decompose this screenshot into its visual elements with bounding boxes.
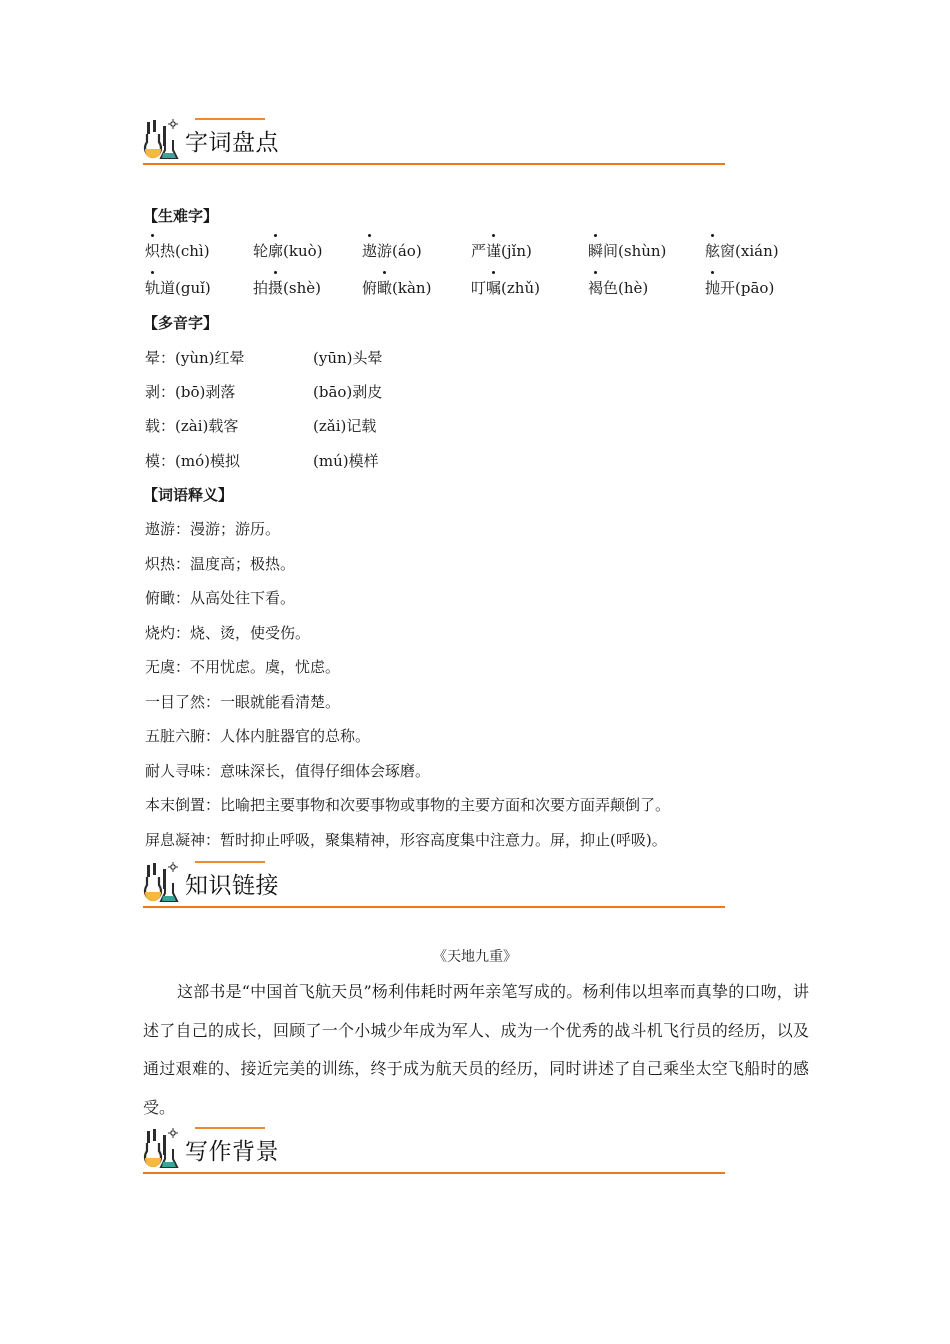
vocab-item: 轨道(guǐ) (145, 279, 211, 297)
definition-item: 一目了然：一眼就能看清楚。 (145, 693, 341, 711)
section-header-words (143, 118, 725, 166)
vocab-item: 轮廓(kuò) (253, 242, 323, 260)
section-rule (143, 1172, 725, 1174)
title-accent-bar (195, 1127, 265, 1129)
title-accent-bar (195, 861, 265, 863)
section-rule (143, 906, 725, 908)
vocab-item: 褐色(hè) (588, 279, 649, 297)
definition-item: 本末倒置：比喻把主要事物和次要事物或事物的主要方面和次要方面弄颠倒了。 (145, 796, 671, 814)
section-title: 知识链接 (185, 873, 279, 899)
definitions-heading: 【词语释义】 (143, 486, 234, 504)
section-header-background (143, 1127, 725, 1175)
lab-flask-icon (143, 118, 183, 162)
definition-item: 俯瞰：从高处往下看。 (145, 589, 296, 607)
vocab-item: 抛开(pāo) (705, 279, 775, 297)
definition-item: 五脏六腑：人体内脏器官的总称。 (145, 727, 371, 745)
title-accent-bar (195, 118, 265, 120)
section-title: 字词盘点 (185, 130, 279, 156)
vocab-item: 俯瞰(kàn) (362, 279, 432, 297)
vocab-item: 严谨(jǐn) (471, 242, 532, 260)
definition-item: 耐人寻味：意味深长，值得仔细体会琢磨。 (145, 762, 431, 780)
section-rule (143, 163, 725, 165)
book-title: 《天地九重》 (433, 949, 517, 965)
section-header-knowledge (143, 861, 725, 909)
section-title: 写作背景 (185, 1139, 279, 1165)
definition-item: 烧灼：烧、烫，使受伤。 (145, 624, 311, 642)
lab-flask-icon (143, 1127, 183, 1171)
lab-flask-icon (143, 861, 183, 905)
definition-item: 无虞：不用忧虑。虞，忧虑。 (145, 658, 341, 676)
new-chars-heading: 【生难字】 (143, 207, 219, 225)
definition-item: 炽热：温度高；极热。 (145, 555, 296, 573)
vocab-item: 拍摄(shè) (253, 279, 321, 297)
definition-item: 屏息凝神：暂时抑止呼吸，聚集精神，形容高度集中注意力。屏，抑止(呼吸)。 (145, 831, 667, 849)
vocab-item: 炽热(chì) (145, 242, 210, 260)
vocab-item: 叮嘱(zhǔ) (471, 279, 540, 297)
polyphone-heading: 【多音字】 (143, 314, 219, 332)
vocab-item: 舷窗(xián) (705, 242, 779, 260)
vocab-item: 遨游(áo) (362, 242, 422, 260)
vocab-item: 瞬间(shùn) (588, 242, 667, 260)
definition-item: 遨游：漫游；游历。 (145, 520, 281, 538)
book-paragraph: 这部书是“中国首飞航天员”杨利伟耗时两年亲笔写成的。杨利伟以坦率而真挚的口吻，讲述了自己的成长，回顾了一个小城少年成为军人、成为一个优秀的战斗机飞行员的经历，以及通过艰难的、接近完美的训练，终于成为航天员的经历，同时讲述了自己乘坐太空飞船时的感受。 (143, 982, 809, 1117)
